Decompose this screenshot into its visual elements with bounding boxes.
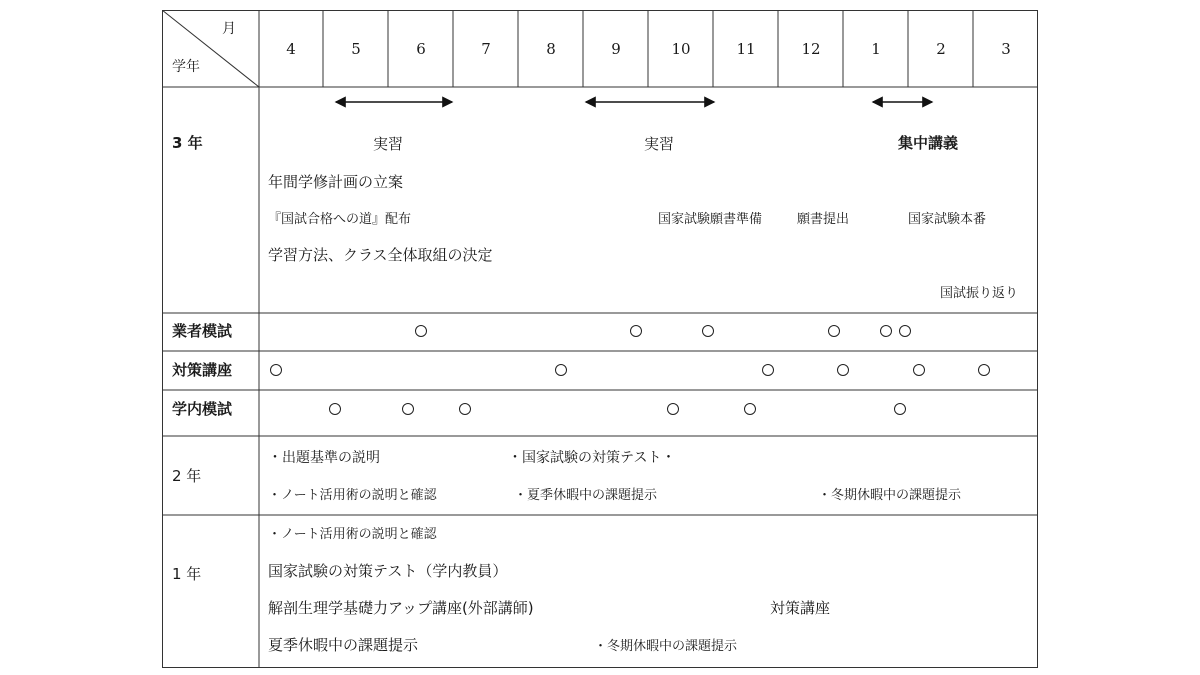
month-header: 1 bbox=[871, 40, 881, 58]
circle-marker bbox=[762, 364, 774, 376]
circle-marker bbox=[744, 403, 756, 415]
row-label-prep-lecture: 対策講座 bbox=[172, 361, 233, 379]
y3-method-line: 学習方法、クラス全体取組の決定 bbox=[268, 246, 493, 264]
y1-item: 解剖生理学基礎力アップ講座(外部講師) bbox=[268, 599, 534, 617]
y1-item: 対策講座 bbox=[770, 599, 831, 617]
event-practicum-2: 実習 bbox=[643, 135, 675, 153]
month-header: 8 bbox=[546, 40, 556, 58]
y1-item: 国家試験の対策テスト（学内教員） bbox=[268, 562, 508, 580]
circle-marker bbox=[837, 364, 849, 376]
circle-marker bbox=[828, 325, 840, 337]
month-header: 2 bbox=[936, 40, 946, 58]
y2-item: ・夏季休暇中の課題提示 bbox=[514, 488, 658, 503]
circle-marker bbox=[899, 325, 911, 337]
y3-application-submit: 願書提出 bbox=[797, 212, 850, 227]
month-header: 12 bbox=[801, 40, 821, 58]
y2-item: ・国家試験の対策テスト・ bbox=[508, 450, 676, 466]
circle-marker bbox=[329, 403, 341, 415]
event-intensive-lecture: 集中講義 bbox=[898, 134, 959, 152]
circle-marker bbox=[415, 325, 427, 337]
y1-item: ・冬期休暇中の課題提示 bbox=[594, 639, 738, 654]
corner-month-label: 月 bbox=[222, 21, 236, 37]
circle-marker bbox=[630, 325, 642, 337]
circle-marker bbox=[459, 403, 471, 415]
y3-plan-line: 年間学修計画の立案 bbox=[268, 173, 404, 191]
month-header: 4 bbox=[286, 40, 296, 58]
row-label-year1: 1 年 bbox=[172, 565, 202, 583]
circle-marker bbox=[702, 325, 714, 337]
month-header: 9 bbox=[611, 40, 621, 58]
annual-schedule-table bbox=[162, 10, 1038, 668]
event-practicum-1: 実習 bbox=[372, 135, 404, 153]
circle-marker bbox=[402, 403, 414, 415]
circle-marker bbox=[880, 325, 892, 337]
month-header: 10 bbox=[671, 40, 691, 58]
circle-marker bbox=[667, 403, 679, 415]
circle-marker bbox=[978, 364, 990, 376]
month-header: 3 bbox=[1001, 40, 1011, 58]
y3-exam-review: 国試振り返り bbox=[940, 286, 1019, 301]
row-label-year2: 2 年 bbox=[172, 467, 202, 485]
row-label-year3: 3 年 bbox=[172, 134, 203, 152]
y3-guide-line: 『国試合格への道』配布 bbox=[268, 212, 412, 227]
y2-item: ・冬期休暇中の課題提示 bbox=[818, 488, 962, 503]
y1-item: 夏季休暇中の課題提示 bbox=[268, 636, 419, 654]
month-header: 11 bbox=[736, 40, 756, 58]
month-header: 7 bbox=[481, 40, 491, 58]
y1-item: ・ノート活用術の説明と確認 bbox=[268, 527, 437, 542]
y2-item: ・出題基準の説明 bbox=[268, 450, 380, 466]
circle-marker bbox=[913, 364, 925, 376]
y2-item: ・ノート活用術の説明と確認 bbox=[268, 488, 437, 503]
circle-marker bbox=[894, 403, 906, 415]
month-header: 6 bbox=[416, 40, 426, 58]
row-label-school-mock: 学内模試 bbox=[172, 400, 233, 418]
corner-grade-label: 学年 bbox=[172, 59, 200, 75]
y3-exam-day: 国家試験本番 bbox=[908, 212, 987, 227]
circle-marker bbox=[555, 364, 567, 376]
row-label-vendor-mock: 業者模試 bbox=[172, 322, 233, 340]
y3-application-prep: 国家試験願書準備 bbox=[658, 212, 763, 227]
circle-marker bbox=[270, 364, 282, 376]
month-header: 5 bbox=[351, 40, 361, 58]
